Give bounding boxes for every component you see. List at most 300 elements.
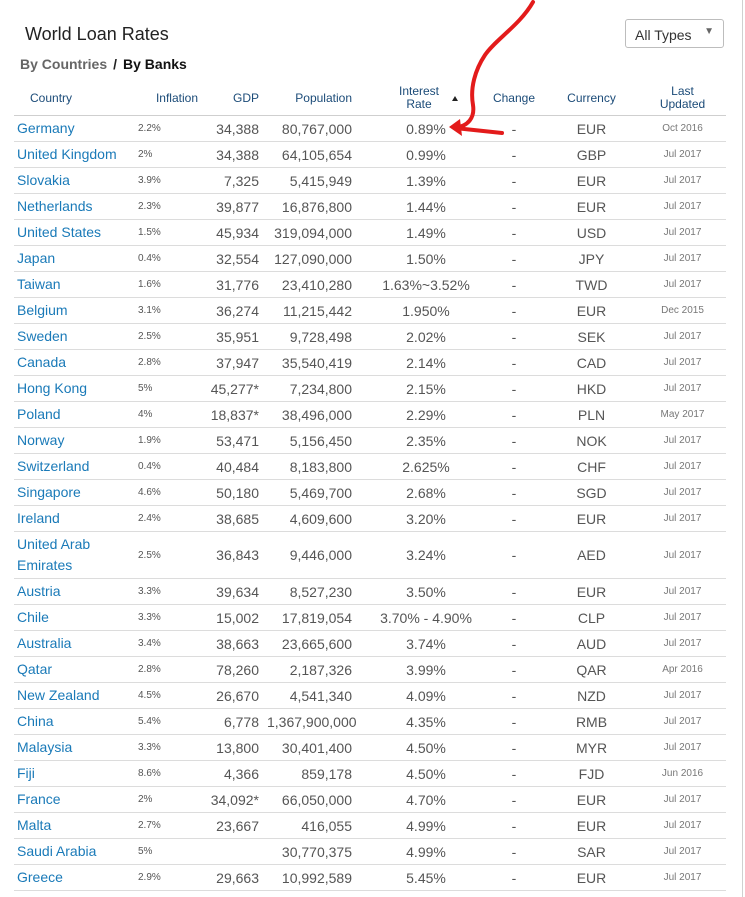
country-link[interactable]: France [17, 791, 61, 807]
currency-cell: QAR [544, 657, 639, 683]
table-row[interactable] [14, 324, 726, 350]
change-cell: - [484, 709, 544, 735]
currency-cell: NZD [544, 683, 639, 709]
change-cell: - [484, 246, 544, 272]
table-row[interactable] [14, 220, 726, 246]
country-link[interactable]: United Arab Emirates [17, 536, 91, 573]
currency-cell: CAD [544, 350, 639, 376]
last-updated-cell: Jul 2017 [639, 631, 726, 657]
population-cell: 8,527,230 [267, 579, 368, 605]
table-row[interactable] [14, 298, 726, 324]
country-link[interactable]: New Zealand [17, 687, 100, 703]
last-updated-cell: Dec 2015 [639, 298, 726, 324]
change-cell: - [484, 683, 544, 709]
interest-rate-cell: 3.74% [368, 631, 484, 657]
gdp-cell: 38,685 [201, 506, 267, 532]
country-cell[interactable] [14, 839, 136, 865]
change-cell: - [484, 480, 544, 506]
country-link[interactable]: Belgium [17, 302, 68, 318]
inflation-cell: 4.6% [136, 480, 201, 506]
country-cell[interactable] [14, 865, 136, 891]
change-cell: - [484, 194, 544, 220]
gdp-cell: 38,663 [201, 631, 267, 657]
currency-cell: EUR [544, 579, 639, 605]
country-cell[interactable] [14, 683, 136, 709]
country-link[interactable]: Austria [17, 583, 61, 599]
last-updated-cell: Jul 2017 [639, 376, 726, 402]
population-cell: 9,446,000 [267, 532, 368, 579]
tab-separator: / [113, 56, 118, 72]
population-cell: 23,410,280 [267, 272, 368, 298]
table-row[interactable] [14, 735, 726, 761]
country-cell[interactable] [14, 532, 136, 579]
interest-rate-label: Interest Rate [398, 84, 440, 111]
gdp-cell: 6,778 [201, 709, 267, 735]
population-cell: 8,183,800 [267, 454, 368, 480]
sort-ascending-icon [452, 96, 458, 101]
last-updated-cell: Jul 2017 [639, 324, 726, 350]
country-cell[interactable] [14, 272, 136, 298]
currency-cell: JPY [544, 246, 639, 272]
country-link[interactable]: Poland [17, 406, 61, 422]
gdp-cell: 45,277* [201, 376, 267, 402]
last-updated-cell: Jul 2017 [639, 787, 726, 813]
change-cell: - [484, 116, 544, 142]
table-row[interactable] [14, 839, 726, 865]
interest-rate-cell: 2.35% [368, 428, 484, 454]
table-row[interactable] [14, 532, 726, 579]
change-cell: - [484, 402, 544, 428]
population-cell: 23,665,600 [267, 631, 368, 657]
interest-rate-cell: 2.02% [368, 324, 484, 350]
country-cell[interactable] [14, 709, 136, 735]
change-cell: - [484, 350, 544, 376]
inflation-cell: 2.4% [136, 506, 201, 532]
inflation-cell: 3.3% [136, 579, 201, 605]
col-header-country[interactable]: Country [14, 81, 136, 116]
table-row[interactable] [14, 579, 726, 605]
change-cell: - [484, 454, 544, 480]
interest-rate-cell: 3.20% [368, 506, 484, 532]
last-updated-cell: Jul 2017 [639, 839, 726, 865]
inflation-cell: 2% [136, 142, 201, 168]
table-row[interactable] [14, 813, 726, 839]
currency-cell: EUR [544, 116, 639, 142]
population-cell: 9,728,498 [267, 324, 368, 350]
interest-rate-cell: 2.29% [368, 402, 484, 428]
change-cell: - [484, 735, 544, 761]
table-row[interactable] [14, 428, 726, 454]
country-link[interactable]: Saudi Arabia [17, 843, 97, 859]
population-cell: 5,415,949 [267, 168, 368, 194]
table-row[interactable] [14, 142, 726, 168]
col-header-change[interactable]: Change [484, 81, 544, 116]
last-updated-cell: Jul 2017 [639, 532, 726, 579]
country-link[interactable]: Slovakia [17, 172, 70, 188]
gdp-cell: 39,634 [201, 579, 267, 605]
inflation-cell: 5% [136, 376, 201, 402]
population-cell: 64,105,654 [267, 142, 368, 168]
currency-cell: EUR [544, 787, 639, 813]
population-cell: 38,496,000 [267, 402, 368, 428]
country-link[interactable]: Hong Kong [17, 380, 88, 396]
change-cell: - [484, 428, 544, 454]
tab-by-countries[interactable]: By Countries [20, 56, 108, 72]
currency-cell: PLN [544, 402, 639, 428]
inflation-cell: 1.6% [136, 272, 201, 298]
inflation-cell: 2.5% [136, 324, 201, 350]
country-link[interactable]: Greece [17, 869, 63, 885]
population-cell: 5,156,450 [267, 428, 368, 454]
currency-cell: CHF [544, 454, 639, 480]
currency-cell: MYR [544, 735, 639, 761]
col-header-population[interactable]: Population [267, 81, 368, 116]
last-updated-cell: Jul 2017 [639, 506, 726, 532]
change-cell: - [484, 272, 544, 298]
inflation-cell: 3.3% [136, 735, 201, 761]
change-cell: - [484, 220, 544, 246]
currency-cell: EUR [544, 168, 639, 194]
gdp-cell: 4,366 [201, 761, 267, 787]
country-link[interactable]: Netherlands [17, 198, 93, 214]
table-row[interactable] [14, 605, 726, 631]
change-cell: - [484, 506, 544, 532]
interest-rate-cell: 4.70% [368, 787, 484, 813]
currency-cell: AUD [544, 631, 639, 657]
country-cell[interactable] [14, 428, 136, 454]
col-header-last-updated[interactable] [639, 81, 726, 116]
last-updated-cell: Jul 2017 [639, 579, 726, 605]
interest-rate-cell: 2.68% [368, 480, 484, 506]
interest-rate-cell: 1.39% [368, 168, 484, 194]
change-cell: - [484, 324, 544, 350]
country-link[interactable]: Sweden [17, 328, 68, 344]
last-updated-cell: Apr 2016 [639, 657, 726, 683]
table-row[interactable] [14, 350, 726, 376]
last-updated-cell: Jul 2017 [639, 168, 726, 194]
table-row[interactable] [14, 402, 726, 428]
interest-rate-cell: 3.70% - 4.90% [368, 605, 484, 631]
country-link[interactable]: China [17, 713, 54, 729]
currency-cell: EUR [544, 506, 639, 532]
last-updated-cell: Jul 2017 [639, 142, 726, 168]
population-cell: 1,367,900,000 [267, 709, 368, 735]
tab-by-banks[interactable]: By Banks [123, 56, 187, 72]
type-select-value: All Types [635, 27, 692, 43]
gdp-cell: 7,325 [201, 168, 267, 194]
change-cell: - [484, 142, 544, 168]
interest-rate-cell: 0.89% [368, 116, 484, 142]
interest-rate-cell: 0.99% [368, 142, 484, 168]
population-cell: 859,178 [267, 761, 368, 787]
country-link[interactable]: Qatar [17, 661, 53, 677]
view-tabs [20, 56, 187, 72]
last-updated-cell: May 2017 [639, 402, 726, 428]
interest-rate-cell: 1.63%~3.52% [368, 272, 484, 298]
change-cell: - [484, 376, 544, 402]
table-row[interactable] [14, 657, 726, 683]
inflation-cell: 3.3% [136, 605, 201, 631]
interest-rate-cell: 1.49% [368, 220, 484, 246]
country-cell[interactable] [14, 246, 136, 272]
currency-cell: NOK [544, 428, 639, 454]
country-cell[interactable] [14, 813, 136, 839]
population-cell: 35,540,419 [267, 350, 368, 376]
gdp-cell: 26,670 [201, 683, 267, 709]
chevron-down-icon: ▼ [704, 26, 714, 37]
country-cell[interactable] [14, 787, 136, 813]
country-link[interactable]: United Kingdom [17, 146, 117, 162]
population-cell: 7,234,800 [267, 376, 368, 402]
country-link[interactable]: Chile [17, 609, 49, 625]
change-cell: - [484, 657, 544, 683]
country-cell[interactable] [14, 116, 136, 142]
country-link[interactable]: Malaysia [17, 739, 73, 755]
gdp-cell: 40,484 [201, 454, 267, 480]
country-link[interactable]: Australia [17, 635, 72, 651]
interest-rate-cell: 4.50% [368, 735, 484, 761]
change-cell: - [484, 813, 544, 839]
interest-rate-cell: 1.50% [368, 246, 484, 272]
inflation-cell: 2.2% [136, 116, 201, 142]
interest-rate-cell: 2.15% [368, 376, 484, 402]
inflation-cell: 3.4% [136, 631, 201, 657]
last-updated-cell: Jul 2017 [639, 865, 726, 891]
last-updated-cell: Jul 2017 [639, 605, 726, 631]
col-header-interest-rate[interactable] [368, 81, 484, 116]
population-cell: 30,401,400 [267, 735, 368, 761]
table-row[interactable] [14, 376, 726, 402]
currency-cell: TWD [544, 272, 639, 298]
currency-cell: FJD [544, 761, 639, 787]
last-updated-cell: Jul 2017 [639, 428, 726, 454]
interest-rate-cell: 4.35% [368, 709, 484, 735]
country-link[interactable]: Singapore [17, 484, 81, 500]
inflation-cell: 2.8% [136, 657, 201, 683]
last-updated-cell: Jul 2017 [639, 246, 726, 272]
gdp-cell: 36,843 [201, 532, 267, 579]
currency-cell: RMB [544, 709, 639, 735]
interest-rate-cell: 4.50% [368, 761, 484, 787]
country-link[interactable]: Ireland [17, 510, 60, 526]
inflation-cell: 3.1% [136, 298, 201, 324]
country-link[interactable]: Norway [17, 432, 65, 448]
last-updated-cell: Jul 2017 [639, 454, 726, 480]
table-row[interactable] [14, 246, 726, 272]
gdp-cell: 37,947 [201, 350, 267, 376]
table-row[interactable] [14, 787, 726, 813]
gdp-cell [201, 839, 267, 865]
type-select[interactable] [625, 19, 724, 48]
interest-rate-cell: 1.950% [368, 298, 484, 324]
gdp-cell: 45,934 [201, 220, 267, 246]
population-cell: 416,055 [267, 813, 368, 839]
change-cell: - [484, 579, 544, 605]
interest-rate-cell: 3.50% [368, 579, 484, 605]
inflation-cell: 2.7% [136, 813, 201, 839]
inflation-cell: 5% [136, 839, 201, 865]
table-row[interactable] [14, 761, 726, 787]
currency-cell: CLP [544, 605, 639, 631]
last-updated-cell: Jul 2017 [639, 735, 726, 761]
population-cell: 80,767,000 [267, 116, 368, 142]
loan-rates-table [14, 81, 726, 891]
table-row[interactable] [14, 480, 726, 506]
last-updated-cell: Oct 2016 [639, 116, 726, 142]
gdp-cell: 34,388 [201, 116, 267, 142]
country-link[interactable]: Canada [17, 354, 67, 370]
country-cell[interactable] [14, 480, 136, 506]
country-cell[interactable] [14, 631, 136, 657]
interest-rate-cell: 2.625% [368, 454, 484, 480]
gdp-cell: 31,776 [201, 272, 267, 298]
gdp-cell: 50,180 [201, 480, 267, 506]
population-cell: 127,090,000 [267, 246, 368, 272]
last-updated-cell: Jul 2017 [639, 350, 726, 376]
country-cell[interactable] [14, 579, 136, 605]
table-row[interactable] [14, 454, 726, 480]
gdp-cell: 32,554 [201, 246, 267, 272]
country-link[interactable]: Switzerland [17, 458, 90, 474]
change-cell: - [484, 298, 544, 324]
last-updated-cell: Jul 2017 [639, 272, 726, 298]
inflation-cell: 2.3% [136, 194, 201, 220]
table-row[interactable] [14, 865, 726, 891]
currency-cell: EUR [544, 194, 639, 220]
country-cell[interactable] [14, 142, 136, 168]
change-cell: - [484, 168, 544, 194]
currency-cell: AED [544, 532, 639, 579]
gdp-cell: 39,877 [201, 194, 267, 220]
country-cell[interactable] [14, 168, 136, 194]
inflation-cell: 2.8% [136, 350, 201, 376]
country-link[interactable]: Malta [17, 817, 52, 833]
table-row[interactable] [14, 631, 726, 657]
interest-rate-cell: 3.24% [368, 532, 484, 579]
currency-cell: SEK [544, 324, 639, 350]
gdp-cell: 53,471 [201, 428, 267, 454]
gdp-cell: 13,800 [201, 735, 267, 761]
interest-rate-cell: 4.99% [368, 813, 484, 839]
country-link[interactable]: Fiji [17, 765, 35, 781]
country-cell[interactable] [14, 402, 136, 428]
currency-cell: HKD [544, 376, 639, 402]
inflation-cell: 8.6% [136, 761, 201, 787]
table-row[interactable] [14, 683, 726, 709]
country-cell[interactable] [14, 454, 136, 480]
change-cell: - [484, 532, 544, 579]
population-cell: 16,876,800 [267, 194, 368, 220]
country-link[interactable]: United States [17, 224, 102, 240]
change-cell: - [484, 839, 544, 865]
country-link[interactable]: Germany [17, 120, 75, 136]
table-body [14, 116, 726, 891]
gdp-cell: 15,002 [201, 605, 267, 631]
col-header-inflation[interactable]: Inflation [136, 81, 201, 116]
currency-cell: USD [544, 220, 639, 246]
table-row[interactable] [14, 168, 726, 194]
country-cell[interactable] [14, 324, 136, 350]
currency-cell: EUR [544, 298, 639, 324]
country-cell[interactable] [14, 735, 136, 761]
inflation-cell: 0.4% [136, 454, 201, 480]
inflation-cell: 0.4% [136, 246, 201, 272]
country-cell[interactable] [14, 220, 136, 246]
inflation-cell: 4.5% [136, 683, 201, 709]
inflation-cell: 1.9% [136, 428, 201, 454]
gdp-cell: 23,667 [201, 813, 267, 839]
country-cell[interactable] [14, 761, 136, 787]
table-header-row [14, 81, 726, 116]
last-updated-cell: Jul 2017 [639, 813, 726, 839]
country-cell[interactable] [14, 605, 136, 631]
country-cell[interactable] [14, 194, 136, 220]
last-updated-cell: Jun 2016 [639, 761, 726, 787]
table-row[interactable] [14, 194, 726, 220]
change-cell: - [484, 631, 544, 657]
inflation-cell: 2% [136, 787, 201, 813]
table-row[interactable] [14, 709, 726, 735]
table-row[interactable] [14, 272, 726, 298]
change-cell: - [484, 605, 544, 631]
gdp-cell: 29,663 [201, 865, 267, 891]
last-updated-label: Last Updated [659, 84, 706, 111]
last-updated-cell: Jul 2017 [639, 220, 726, 246]
col-header-currency[interactable]: Currency [544, 81, 639, 116]
country-cell[interactable] [14, 506, 136, 532]
population-cell: 2,187,326 [267, 657, 368, 683]
interest-rate-cell: 1.44% [368, 194, 484, 220]
country-cell[interactable] [14, 350, 136, 376]
currency-cell: EUR [544, 865, 639, 891]
interest-rate-cell: 5.45% [368, 865, 484, 891]
currency-cell: SGD [544, 480, 639, 506]
country-cell[interactable] [14, 657, 136, 683]
last-updated-cell: Jul 2017 [639, 480, 726, 506]
interest-rate-cell: 4.99% [368, 839, 484, 865]
population-cell: 4,541,340 [267, 683, 368, 709]
currency-cell: SAR [544, 839, 639, 865]
gdp-cell: 36,274 [201, 298, 267, 324]
population-cell: 10,992,589 [267, 865, 368, 891]
gdp-cell: 78,260 [201, 657, 267, 683]
interest-rate-cell: 2.14% [368, 350, 484, 376]
interest-rate-cell: 4.09% [368, 683, 484, 709]
country-cell[interactable] [14, 376, 136, 402]
gdp-cell: 35,951 [201, 324, 267, 350]
inflation-cell: 1.5% [136, 220, 201, 246]
country-link[interactable]: Taiwan [17, 276, 61, 292]
change-cell: - [484, 761, 544, 787]
population-cell: 30,770,375 [267, 839, 368, 865]
interest-rate-cell: 3.99% [368, 657, 484, 683]
page-title: World Loan Rates [25, 24, 169, 44]
population-cell: 4,609,600 [267, 506, 368, 532]
population-cell: 11,215,442 [267, 298, 368, 324]
country-link[interactable]: Japan [17, 250, 56, 266]
last-updated-cell: Jul 2017 [639, 709, 726, 735]
table-row[interactable] [14, 506, 726, 532]
gdp-cell: 34,092* [201, 787, 267, 813]
table-row[interactable] [14, 116, 726, 142]
col-header-gdp[interactable]: GDP [201, 81, 267, 116]
country-cell[interactable] [14, 298, 136, 324]
gdp-cell: 34,388 [201, 142, 267, 168]
change-cell: - [484, 787, 544, 813]
inflation-cell: 2.9% [136, 865, 201, 891]
inflation-cell: 3.9% [136, 168, 201, 194]
population-cell: 66,050,000 [267, 787, 368, 813]
